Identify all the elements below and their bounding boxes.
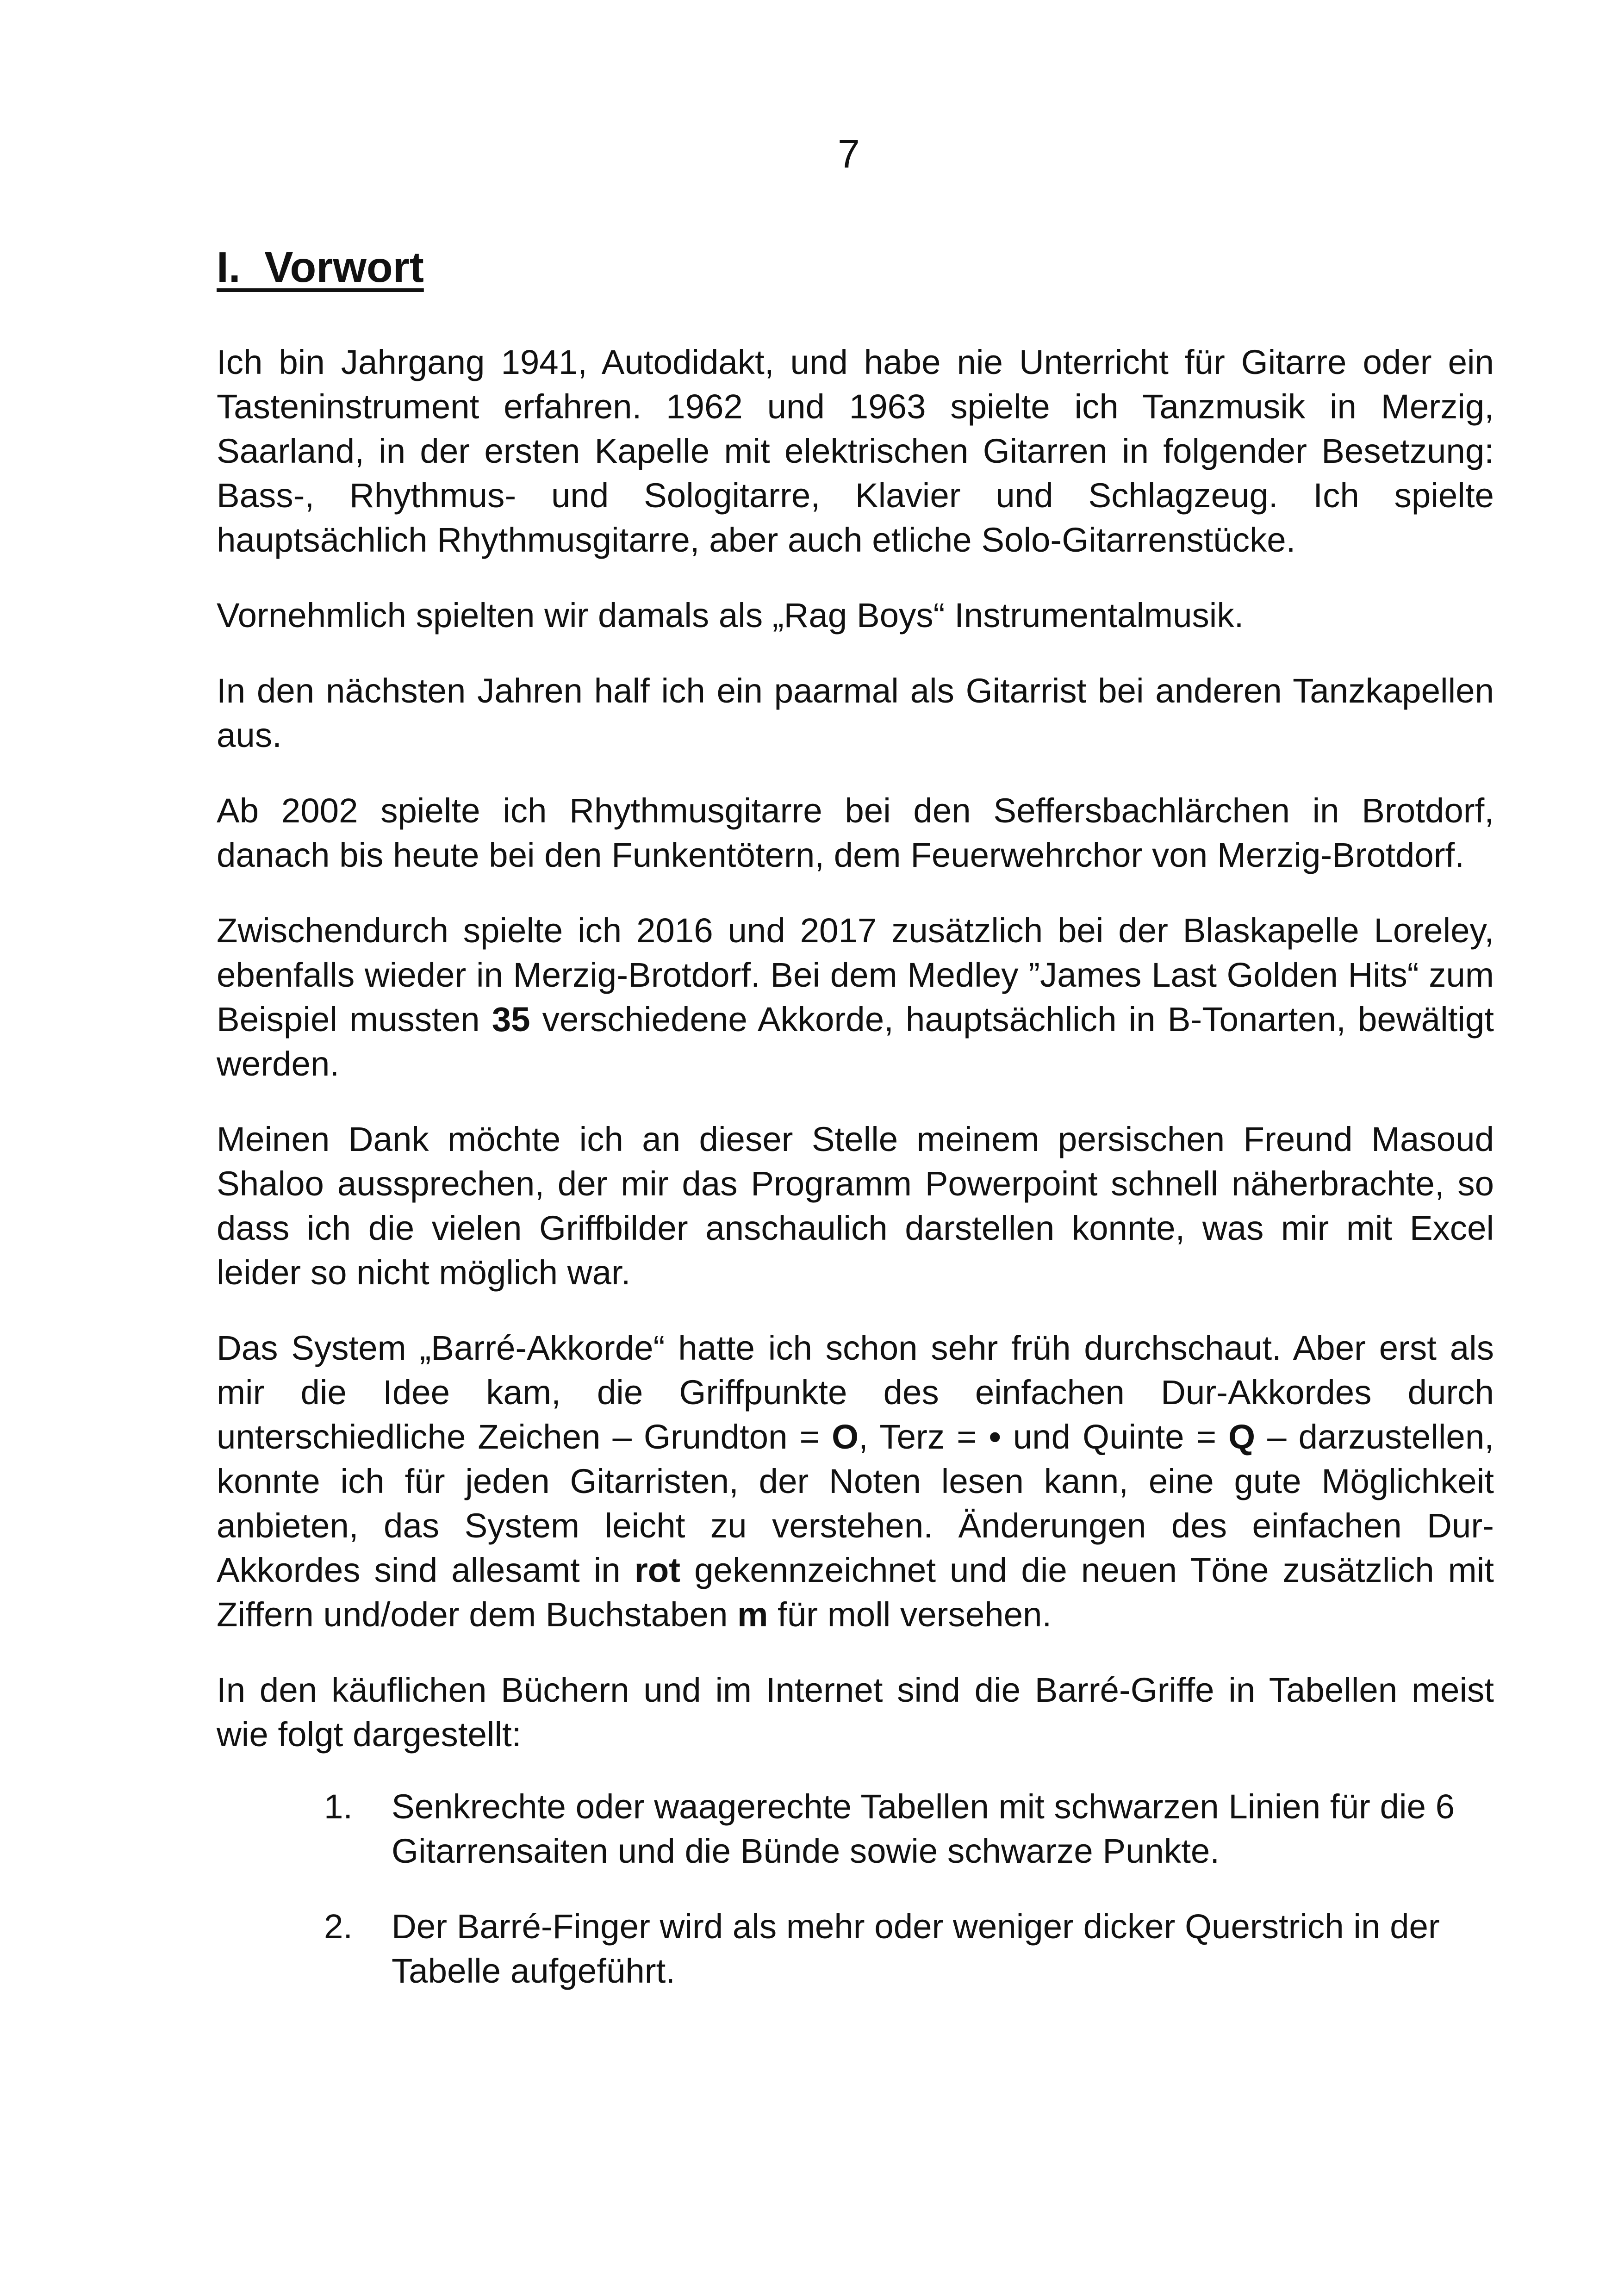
bold-word-rot: rot — [634, 1551, 681, 1589]
paragraph-dank: Meinen Dank möchte ich an dieser Stelle meinem persischen Freund Masoud Shaloo aussprechen, der mir das Programm Powerpoint schnell näherbrachte, so dass ich die vielen Griffbilder anschaulich darstellen konnte, was mir mit Excel leider so nicht möglich war. — [217, 1120, 1494, 1292]
list-item-text: Der Barré-Finger wird als mehr oder weniger dicker Querstrich in der Tabelle aufgeführt. — [392, 1907, 1440, 1990]
bold-letter-m: m — [737, 1595, 768, 1634]
paragraph-intro: Ich bin Jahrgang 1941, Autodidakt, und habe nie Unterricht für Gitarre oder ein Tasteninstrument erfahren. 1962 und 1963 spielte ich Tanzmusik in Merzig, Saarland, in der ersten Kapelle mit elektrischen Gitarren in folgender Besetzung: Bass-, Rhythmus- und Sologitarre, Klavier und Schlagzeug. Ich spielte hauptsächlich Rhythmusgitarre, aber auch etliche Solo-Gitarrenstücke. — [217, 343, 1494, 559]
paragraph-buecher: In den käuflichen Büchern und im Internet sind die Barré-Griffe in Tabellen meist wie folgt dargestellt: — [217, 1671, 1494, 1754]
grundton-symbol: O — [832, 1418, 859, 1456]
list-item-text: Senkrechte oder waagerechte Tabellen mit schwarzen Linien für die 6 Gitarrensaiten und die Bünde sowie schwarze Punkte. — [392, 1787, 1455, 1870]
text-segment: , Terz = — [859, 1418, 989, 1456]
paragraph-blaskapelle — [217, 908, 1494, 1086]
numbered-list — [217, 1785, 1494, 1993]
quinte-symbol: Q — [1228, 1418, 1256, 1456]
paragraph-system — [217, 1326, 1494, 1637]
list-item-number: 1. — [324, 1787, 353, 1826]
terz-symbol: • — [989, 1418, 1001, 1456]
bold-number: 35 — [492, 1000, 530, 1039]
text-segment: und Quinte = — [1001, 1418, 1229, 1456]
page-body — [217, 340, 1494, 2024]
text-segment: für moll versehen. — [768, 1595, 1052, 1634]
list-item-number: 2. — [324, 1907, 353, 1946]
text-segment: Zwischendurch spielte ich 2016 und 2017 zusätzlich bei der Blaskapelle Loreley, ebenfalls wieder in Merzig-Brotdorf. Bei dem Medley ”James Last Golden Hits“ zum Beispiel mussten — [217, 911, 1494, 1039]
page-number: 7 — [838, 132, 860, 176]
text-segment: gekennzeichnet und die neuen Töne zusätzlich mit Ziffern und/oder dem Buchstaben — [217, 1551, 1494, 1634]
paragraph-rag-boys: Vornehmlich spielten wir damals als „Rag Boys“ Instrumentalmusik. — [217, 596, 1244, 635]
list-item — [217, 1904, 1494, 1993]
paragraph-brotdorf: Ab 2002 spielte ich Rhythmusgitarre bei den Seffersbachlärchen in Brotdorf, danach bis heute bei den Funkentötern, dem Feuerwehrchor von Merzig-Brotdorf. — [217, 791, 1494, 874]
text-segment: – darzustellen, konnte ich für jeden Gitarristen, der Noten lesen kann, eine gute Möglichkeit anbieten, das System leicht zu verstehen. Änderungen des einfachen Dur-Akkordes sind allesamt in — [217, 1418, 1494, 1589]
list-item — [217, 1785, 1494, 1873]
chapter-heading: I. Vorwort — [217, 243, 424, 291]
text-segment: Das System „Barré-Akkorde“ hatte ich schon sehr früh durchschaut. Aber erst als mir die Idee kam, die Griffpunkte des einfachen Dur-Akkordes durch unterschiedliche Zeichen – Grundton = — [217, 1329, 1494, 1456]
text-segment: verschiedene Akkorde, hauptsächlich in B-Tonarten, bewältigt werden. — [217, 1000, 1494, 1083]
paragraph-tanzkapellen: In den nächsten Jahren half ich ein paarmal als Gitarrist bei anderen Tanzkapellen aus. — [217, 672, 1494, 754]
